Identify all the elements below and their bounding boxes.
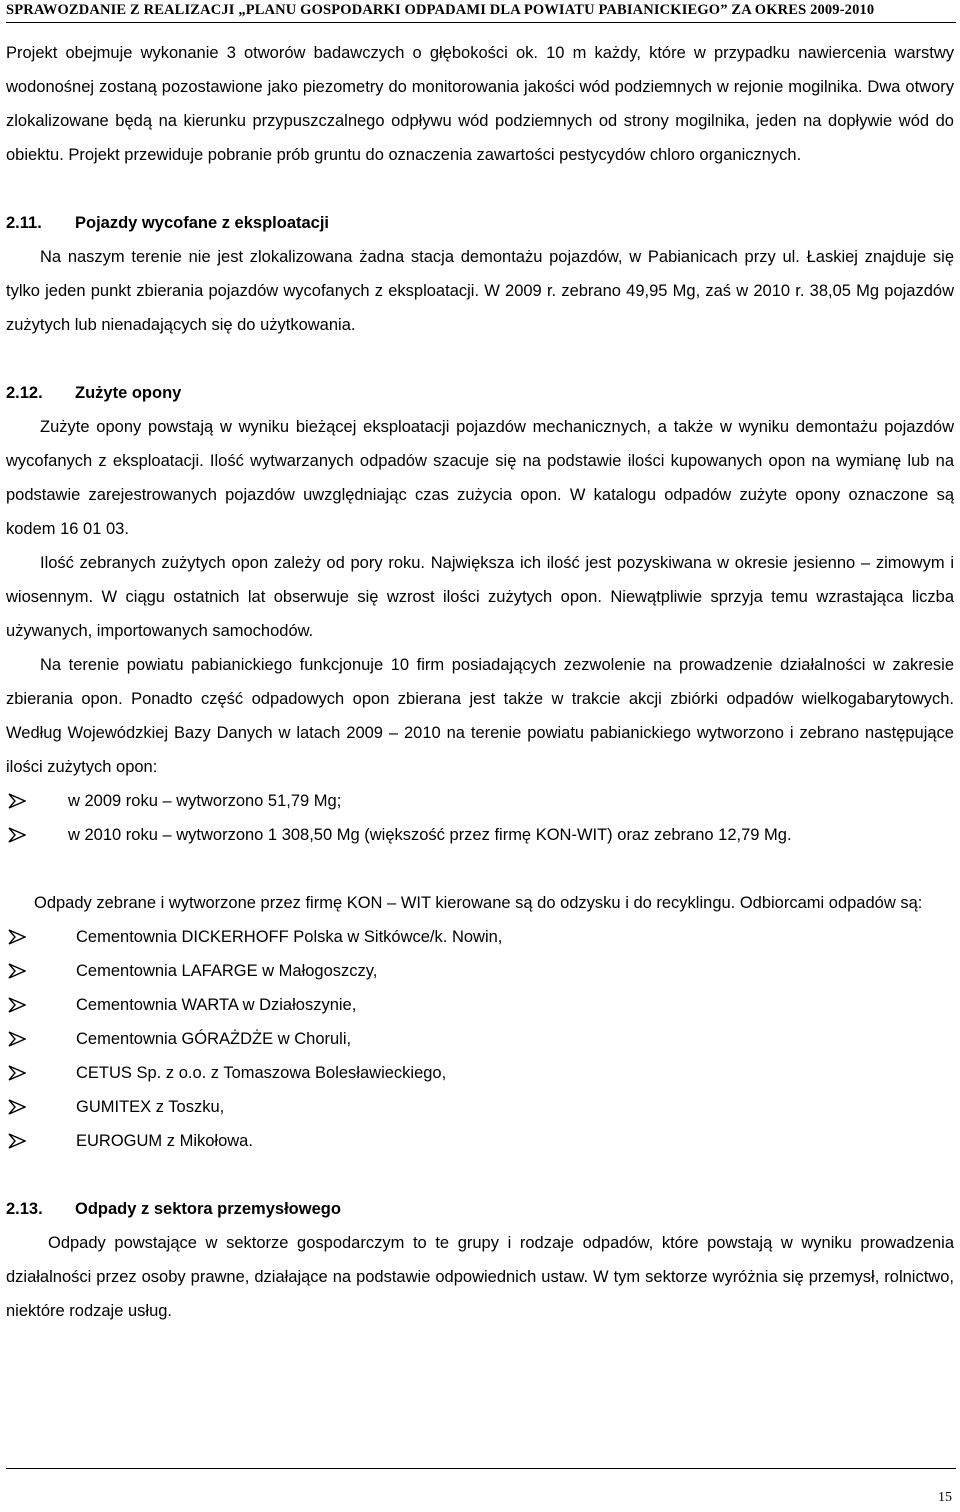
section-2-13-body: Odpady powstające w sektorze gospodarczym to te grupy i rodzaje odpadów, które powstają w wyniku prowadzenia działalności przez osoby prawne, działające na podstawie odpowiednich ustaw. W tym sektorze wyróżnia się przemysł, rolnictwo, niektóre rodzaje usług. — [6, 1234, 954, 1320]
list-item — [6, 988, 954, 1022]
list-item-text: Cementownia DICKERHOFF Polska w Sitkówce/k. Nowin, — [76, 928, 503, 946]
list-item — [6, 818, 954, 852]
list-item-text: w 2010 roku – wytworzono 1 308,50 Mg (większość przez firmę KON-WIT) oraz zebrano 12,79 Mg. — [68, 826, 792, 844]
list-item — [6, 1124, 954, 1158]
tire-amounts-list — [6, 784, 954, 852]
arrow-bullet-icon — [8, 1065, 26, 1081]
header-title: SPRAWOZDANIE Z REALIZACJI „PLANU GOSPODARKI ODPADAMI DLA POWIATU PABIANICKIEGO” ZA OKRES 2009-2010 — [6, 2, 875, 18]
list-item-text: GUMITEX z Toszku, — [76, 1098, 225, 1116]
list-item — [6, 1090, 954, 1124]
list-item — [6, 1056, 954, 1090]
arrow-bullet-icon — [8, 1133, 26, 1149]
arrow-bullet-icon — [8, 963, 26, 979]
section-2-12-paragraph-4: Odpady zebrane i wytworzone przez firmę KON – WIT kierowane są do odzysku i do recyklingu. Odbiorcami odpadów są: — [34, 894, 923, 912]
list-item-text: w 2009 roku – wytworzono 51,79 Mg; — [68, 792, 342, 810]
page-number: 15 — [938, 1490, 952, 1505]
section-number: 2.11. — [6, 214, 42, 232]
list-item-text: Cementownia WARTA w Działoszynie, — [76, 996, 357, 1014]
section-heading-2-11 — [6, 206, 954, 240]
section-2-12-paragraph-1: Zużyte opony powstają w wyniku bieżącej eksploatacji pojazdów mechanicznych, a także w wyniku demontażu pojazdów wycofanych z eksploatacji. Ilość wytwarzanych odpadów szacuje się na podstawie ilości kupowanych opon na wymianę lub na podstawie zarejestrowanych pojazdów uwzględniając czas zużycia opon. W katalogu odpadów zużyte opony oznaczone są kodem 16 01 03. — [6, 418, 954, 538]
section-2-12-paragraph-2: Ilość zebranych zużytych opon zależy od pory roku. Największa ich ilość jest pozyskiwana w okresie jesienno – zimowym i wiosennym. W ciągu ostatnich lat obserwuje się wzrost ilości zużytych opon. Niewątpliwie sprzyja temu wzrastająca liczba używanych, importowanych samochodów. — [6, 554, 954, 640]
list-item-text: CETUS Sp. z o.o. z Tomaszowa Bolesławieckiego, — [76, 1064, 447, 1082]
arrow-bullet-icon — [8, 929, 26, 945]
document-body — [6, 36, 954, 1328]
section-title: Zużyte opony — [75, 384, 182, 402]
recipients-list — [6, 920, 954, 1158]
intro-paragraph: Projekt obejmuje wykonanie 3 otworów badawczych o głębokości ok. 10 m każdy, które w przypadku nawiercenia warstwy wodonośnej zostaną pozostawione jako piezometry do monitorowania jakości wód podziemnych w rejonie mogilnika. Dwa otwory zlokalizowane będą na kierunku przypuszczalnego odpływu wód podziemnych od strony mogilnika, jeden na dopływie wód do obiektu. Projekt przewiduje pobranie prób gruntu do oznaczenia zawartości pestycydów chloro organicznych. — [6, 44, 954, 164]
arrow-bullet-icon — [8, 997, 26, 1013]
page-header — [6, 0, 956, 23]
list-item — [6, 920, 954, 954]
section-title: Pojazdy wycofane z eksploatacji — [75, 214, 330, 232]
section-number: 2.13. — [6, 1200, 43, 1218]
section-heading-2-12 — [6, 376, 954, 410]
arrow-bullet-icon — [8, 793, 26, 809]
arrow-bullet-icon — [8, 1099, 26, 1115]
section-2-11-body: Na naszym terenie nie jest zlokalizowana żadna stacja demontażu pojazdów, w Pabianicach przy ul. Łaskiej znajduje się tylko jeden punkt zbierania pojazdów wycofanych z eksploatacji. W 2009 r. zebrano 49,95 Mg, zaś w 2010 r. 38,05 Mg pojazdów zużytych lub nienadających się do użytkowania. — [6, 248, 954, 334]
list-item-text: Cementownia GÓRAŻDŻE w Choruli, — [76, 1030, 352, 1048]
arrow-bullet-icon — [8, 1031, 26, 1047]
footer-divider — [6, 1468, 956, 1469]
list-item-text: Cementownia LAFARGE w Małogoszczy, — [76, 962, 378, 980]
section-2-12-paragraph-3: Na terenie powiatu pabianickiego funkcjonuje 10 firm posiadających zezwolenie na prowadzenie działalności w zakresie zbierania opon. Ponadto część odpadowych opon zbierana jest także w trakcie akcji zbiórki odpadów wielkogabarytowych. Według Wojewódzkiej Bazy Danych w latach 2009 – 2010 na terenie powiatu pabianickiego wytworzono i zebrano następujące ilości zużytych opon: — [6, 656, 954, 776]
section-title: Odpady z sektora przemysłowego — [75, 1200, 341, 1218]
list-item-text: EUROGUM z Mikołowa. — [76, 1132, 253, 1150]
arrow-bullet-icon — [8, 827, 26, 843]
section-number: 2.12. — [6, 384, 43, 402]
section-heading-2-13 — [6, 1192, 954, 1226]
list-item — [6, 1022, 954, 1056]
list-item — [6, 784, 954, 818]
list-item — [6, 954, 954, 988]
